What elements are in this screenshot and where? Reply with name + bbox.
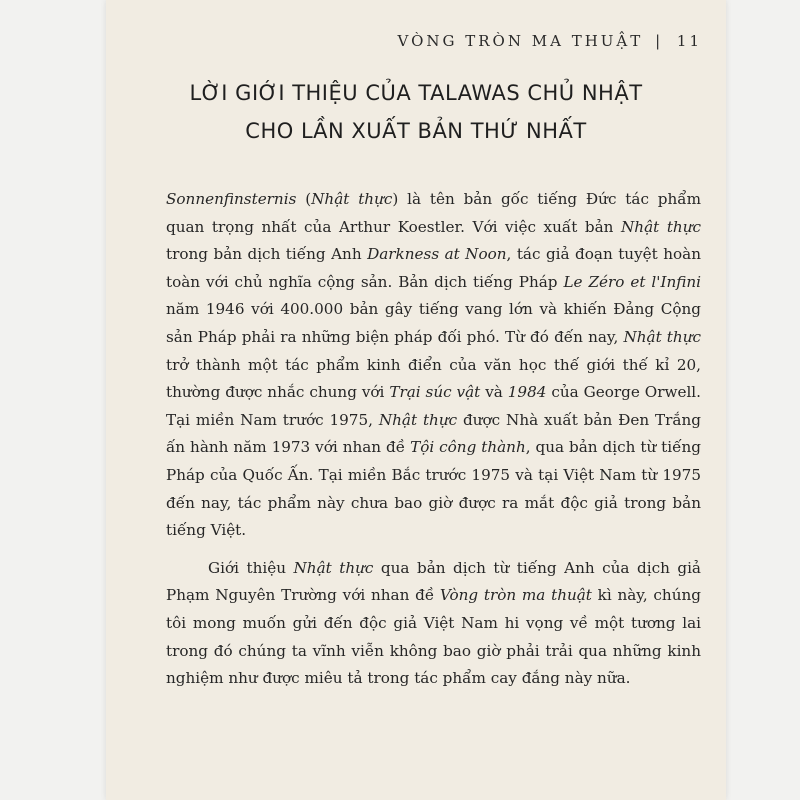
paragraph-2	[166, 555, 701, 693]
text-run: Nhật thực	[378, 410, 458, 429]
text-run: Nhật thực	[311, 190, 393, 208]
text-run: , qua bản dịch từ tiếng Pháp của Quốc Ấn. Tại miền Bắc trước 1975 và tại Việt Nam từ 1975 đến nay, tác phẩm này chưa bao giờ được ra mắt độc giả trong bản tiếng Việt.	[166, 438, 701, 540]
text-run: 1984	[507, 383, 547, 402]
running-head-separator: |	[655, 32, 664, 50]
text-run: và	[480, 383, 508, 402]
chapter-title-line-1: LỜI GIỚI THIỆU CỦA TALAWAS CHỦ NHẬT	[189, 81, 643, 105]
text-run: Nhật thực	[623, 327, 701, 346]
text-run: Trại súc vật	[389, 383, 481, 402]
text-run: Nhật thực	[621, 217, 701, 236]
paragraph-1	[166, 186, 701, 545]
text-run: của George Orwell. Tại miền Nam trước 1975,	[166, 383, 701, 429]
text-run: Nhật thực	[293, 558, 374, 577]
text-run: Tội công thành	[410, 438, 526, 457]
text-run: kì này, chúng tôi mong muốn gửi đến độc giả Việt Nam hi vọng về một tương lai trong đó chúng ta vĩnh viễn không bao giờ phải trải qua những kinh nghiệm như được miêu tả trong tác phẩm cay đắng này nữa.	[166, 586, 701, 688]
text-run: Vòng tròn ma thuật	[439, 586, 592, 605]
chapter-title-line-2: CHO LẦN XUẤT BẢN THỨ NHẤT	[245, 119, 587, 143]
text-run: trong bản dịch tiếng Anh	[166, 245, 368, 264]
book-page	[106, 0, 726, 800]
chapter-title	[106, 74, 726, 150]
running-head-title: VÒNG TRÒN MA THUẬT	[397, 32, 644, 50]
text-run: qua bản dịch từ tiếng Anh của dịch giả Phạm Nguyên Trường với nhan đề	[166, 558, 701, 605]
text-run: Le Zéro et l'Infini	[563, 272, 701, 291]
text-run: ) là tên bản gốc tiếng Đức tác phẩm quan trọng nhất của Arthur Koestler. Với việc xuất bản	[166, 190, 702, 236]
text-run: được Nhà xuất bản Đen Trắng ấn hành năm 1973 với nhan đề	[166, 410, 701, 457]
text-run: Darkness at Noon	[367, 245, 507, 264]
page-number: 11	[676, 32, 702, 50]
running-head	[398, 32, 702, 50]
text-run: , tác giả đoạn tuyệt hoàn toàn với chủ nghĩa cộng sản. Bản dịch tiếng Pháp	[166, 245, 701, 291]
text-run: Giới thiệu	[208, 558, 294, 577]
body-text	[166, 186, 701, 693]
text-run: (	[296, 190, 312, 208]
text-run: Sonnenfinsternis	[166, 190, 297, 208]
text-run: trở thành một tác phẩm kinh điển của văn học thế giới thế kỉ 20, thường được nhắc chung với	[166, 355, 701, 402]
text-run: năm 1946 với 400.000 bản gây tiếng vang lớn và khiến Đảng Cộng sản Pháp phải ra những biện pháp đối phó. Từ đó đến nay,	[166, 300, 701, 346]
